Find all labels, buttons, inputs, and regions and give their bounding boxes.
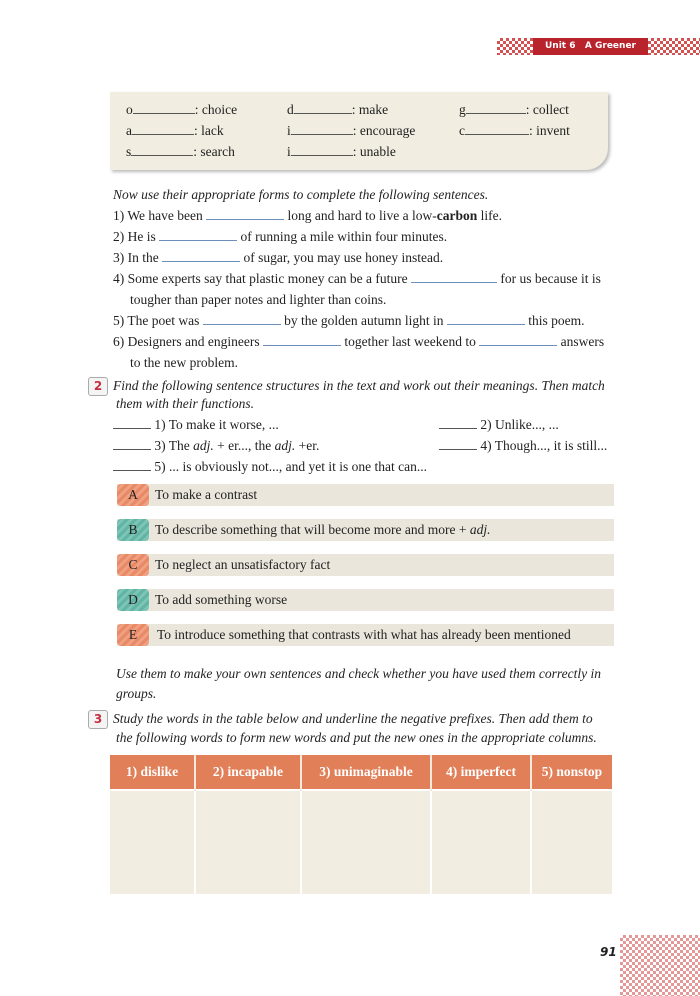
text: 2) Unlike..., ... bbox=[480, 417, 559, 432]
text: To neglect an unsatisfactory fact bbox=[155, 557, 331, 572]
column-header: 3) unimaginable bbox=[301, 755, 431, 790]
text: i bbox=[287, 123, 291, 138]
text: together last weekend to bbox=[344, 334, 476, 349]
sentence-4 bbox=[113, 268, 601, 289]
text bbox=[131, 155, 193, 156]
unit-title: A Greener Earth bbox=[576, 41, 636, 68]
text: answers bbox=[560, 334, 605, 349]
text: 2) He is bbox=[113, 229, 156, 244]
structure-3 bbox=[113, 435, 319, 456]
sentence-3 bbox=[113, 247, 443, 268]
word-i1: i : encourage bbox=[287, 123, 416, 138]
text: g bbox=[459, 102, 466, 117]
word-s: s : search bbox=[126, 144, 235, 159]
text: 3) The bbox=[154, 438, 194, 453]
exercise-number: 3 bbox=[88, 710, 108, 729]
text: unable bbox=[359, 144, 396, 159]
text: life. bbox=[477, 208, 502, 223]
text: carbon bbox=[436, 208, 478, 223]
table-cell[interactable] bbox=[431, 790, 531, 894]
blank[interactable] bbox=[203, 312, 281, 325]
text: choice bbox=[201, 102, 238, 117]
text: 6) Designers and engineers bbox=[113, 334, 260, 349]
text: collect bbox=[532, 102, 569, 117]
text bbox=[110, 755, 612, 790]
text bbox=[466, 113, 526, 114]
option-a bbox=[117, 484, 614, 506]
column-header: 2) incapable bbox=[195, 755, 301, 790]
column-header: 1) dislike bbox=[110, 755, 195, 790]
text bbox=[294, 113, 352, 114]
checker-decoration bbox=[648, 38, 700, 55]
exercise-number: 2 bbox=[88, 377, 108, 396]
text: lack bbox=[201, 123, 224, 138]
text: 4) Some experts say that plastic money can be a future bbox=[113, 271, 408, 286]
column-header: 5) nonstop bbox=[531, 755, 612, 790]
text: To add something worse bbox=[155, 592, 288, 607]
text: 4) Though..., it is still... bbox=[480, 438, 608, 453]
text: d bbox=[287, 102, 294, 117]
text: i bbox=[287, 144, 291, 159]
text[interactable] bbox=[113, 428, 151, 429]
text bbox=[132, 134, 194, 135]
text bbox=[291, 134, 353, 135]
text: 5) ... is obviously not..., and yet it is one that can... bbox=[154, 459, 427, 474]
text bbox=[155, 519, 490, 541]
sentence-2 bbox=[113, 226, 447, 247]
sentence-6-cont: to the new problem. bbox=[130, 355, 238, 370]
option-badge: D bbox=[117, 589, 149, 611]
ex2-followup: Use them to make your own sentences and check whether you have used them correctly in bbox=[116, 666, 601, 681]
text: make bbox=[358, 102, 389, 117]
option-badge: A bbox=[117, 484, 149, 506]
text: 3) In the bbox=[113, 250, 159, 265]
text: + er..., the bbox=[213, 438, 275, 453]
table-cell[interactable] bbox=[301, 790, 431, 894]
word-box bbox=[110, 92, 608, 170]
blank[interactable] bbox=[479, 333, 557, 346]
sentence-1 bbox=[113, 205, 502, 226]
text: 1) We have been bbox=[113, 208, 203, 223]
blank[interactable] bbox=[162, 249, 240, 262]
structure-5 bbox=[113, 456, 427, 477]
text: for us because it is bbox=[500, 271, 601, 286]
checker-decoration bbox=[620, 935, 700, 996]
option-b bbox=[117, 519, 614, 541]
text: To introduce something that contrasts with what has already been mentioned bbox=[157, 627, 571, 642]
text: 1) To make it worse, ... bbox=[154, 417, 279, 432]
text: adj. bbox=[469, 522, 491, 537]
ex3-instruction: Study the words in the table below and underline the negative prefixes. Then add them to bbox=[113, 711, 593, 726]
sentence-6 bbox=[113, 331, 604, 352]
option-badge: E bbox=[117, 624, 149, 646]
text bbox=[110, 755, 612, 894]
ex3-instruction-cont: the following words to form new words and put the new ones in the appropriate columns. bbox=[116, 730, 597, 745]
blank[interactable] bbox=[411, 270, 497, 283]
text: of sugar, you may use honey instead. bbox=[243, 250, 444, 265]
text: 5) The poet was bbox=[113, 313, 200, 328]
text: s bbox=[126, 144, 132, 159]
page-number: 91 bbox=[600, 945, 617, 959]
text: of running a mile within four minutes. bbox=[240, 229, 448, 244]
structure-1 bbox=[113, 414, 279, 435]
text: c bbox=[459, 123, 465, 138]
ex1-instruction: Now use their appropriate forms to complete the following sentences. bbox=[113, 187, 489, 202]
text: +er. bbox=[295, 438, 320, 453]
ex2-instruction: Find the following sentence structures in the text and work out their meanings. Then match bbox=[113, 378, 605, 393]
text[interactable] bbox=[113, 449, 151, 450]
word-d: d : make bbox=[287, 102, 389, 117]
checker-decoration bbox=[497, 38, 533, 55]
text bbox=[133, 113, 195, 114]
blank[interactable] bbox=[206, 207, 284, 220]
column-header: 4) imperfect bbox=[431, 755, 531, 790]
text: this poem. bbox=[528, 313, 585, 328]
option-d bbox=[117, 589, 614, 611]
word-c: c : invent bbox=[459, 123, 570, 138]
text bbox=[110, 790, 612, 894]
text: invent bbox=[536, 123, 570, 138]
structure-4 bbox=[439, 435, 607, 456]
ex2-followup-cont: groups. bbox=[116, 686, 157, 701]
text: by the golden autumn light in bbox=[284, 313, 444, 328]
text bbox=[291, 155, 353, 156]
text: To describe something that will become more and more + bbox=[155, 522, 470, 537]
word-a: a : lack bbox=[126, 123, 224, 138]
word-g: g : collect bbox=[459, 102, 569, 117]
text: a bbox=[126, 123, 132, 138]
prefix-table bbox=[110, 755, 612, 894]
word-o: o : choice bbox=[126, 102, 238, 117]
text[interactable] bbox=[439, 449, 477, 450]
unit-label: Unit 6 bbox=[545, 41, 576, 51]
table-cell[interactable] bbox=[195, 790, 301, 894]
option-badge: C bbox=[117, 554, 149, 576]
text: o bbox=[126, 102, 133, 117]
text: adj. bbox=[193, 438, 214, 453]
blank[interactable] bbox=[159, 228, 237, 241]
unit-header bbox=[533, 38, 648, 68]
ex2-instruction-cont: them with their functions. bbox=[116, 396, 254, 411]
sentence-4-cont: tougher than paper notes and lighter than coins. bbox=[130, 292, 387, 307]
text bbox=[465, 134, 529, 135]
structure-2 bbox=[439, 414, 559, 435]
blank[interactable] bbox=[263, 333, 341, 346]
option-c bbox=[117, 554, 614, 576]
text[interactable] bbox=[113, 470, 151, 471]
word-i2: i : unable bbox=[287, 144, 396, 159]
text: encourage bbox=[359, 123, 416, 138]
table-cell[interactable] bbox=[531, 790, 612, 894]
text: search bbox=[200, 144, 235, 159]
text: adj. bbox=[274, 438, 296, 453]
text[interactable] bbox=[439, 428, 477, 429]
table-cell[interactable] bbox=[110, 790, 195, 894]
option-e bbox=[117, 624, 614, 646]
text: long and hard to live a low- bbox=[287, 208, 437, 223]
blank[interactable] bbox=[447, 312, 525, 325]
sentence-5 bbox=[113, 310, 584, 331]
text: To make a contrast bbox=[155, 487, 258, 502]
option-badge: B bbox=[117, 519, 149, 541]
